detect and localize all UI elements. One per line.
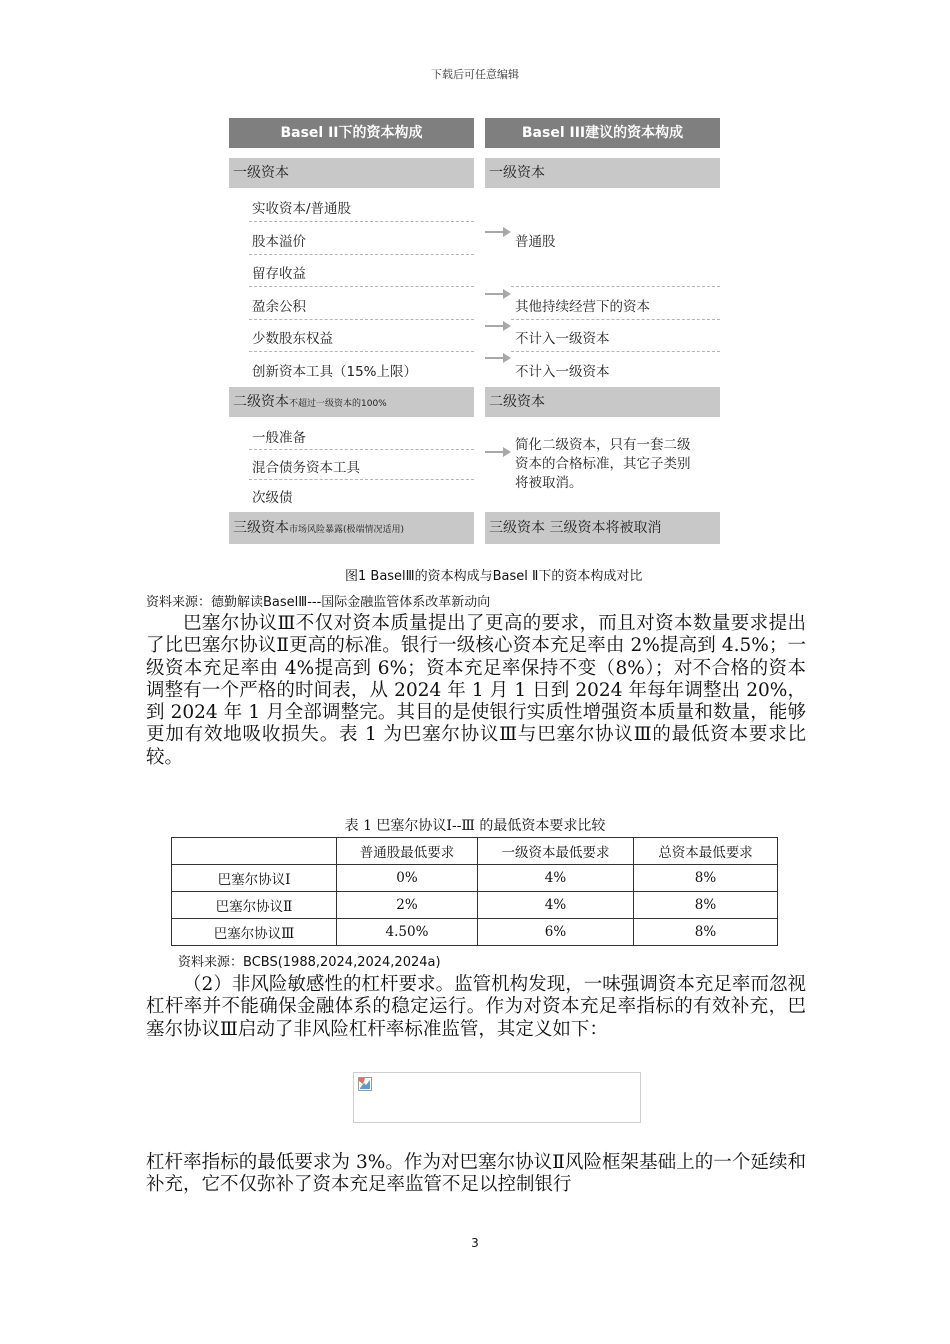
basel3-tier2-note	[515, 436, 691, 493]
divider	[249, 479, 474, 480]
basel3-tier2-line: 将被取消。	[515, 475, 583, 491]
basel3-tier1-item: 不计入一级资本	[515, 364, 610, 380]
divider	[249, 351, 474, 352]
basel3-tier3-header: 三级资本 三级资本将被取消	[485, 512, 720, 544]
table-cell: 巴塞尔协议Ⅰ	[172, 865, 337, 892]
divider	[249, 319, 474, 320]
arrow-right-icon	[485, 446, 511, 458]
basel3-tier1-item: 普通股	[515, 234, 556, 250]
table-cell: 8%	[634, 892, 778, 919]
table-cell: 8%	[634, 865, 778, 892]
table-header-row	[172, 838, 778, 865]
basel2-tier1-item: 股本溢价	[252, 234, 306, 250]
table-cell: 4%	[478, 892, 634, 919]
body-paragraph: （2）非风险敏感性的杠杆要求。监管机构发现，一味强调资本充足率而忽视杠杆率并不能确保金融体系的稳定运行。作为对资本充足率指标的有效补充，巴塞尔协议Ⅲ启动了非风险杠杆率标准监管，其定义如下：	[146, 974, 806, 1040]
arrow-right-icon	[485, 320, 511, 332]
capital-structure-figure	[229, 116, 720, 546]
tier2-note: 不超过一级资本的100%	[289, 399, 387, 409]
divider	[249, 449, 474, 450]
basel3-tier1-header: 一级资本	[485, 158, 720, 188]
basel2-column-title: Basel II下的资本构成	[229, 118, 474, 148]
basel2-tier3-header	[229, 512, 474, 544]
basel2-tier1-header: 一级资本	[229, 158, 474, 188]
table-cell: 8%	[634, 919, 778, 946]
basel3-tier2-line: 资本的合格标准，其它子类别	[515, 456, 691, 472]
basel2-tier2-header	[229, 387, 474, 417]
basel3-tier1-item: 不计入一级资本	[515, 331, 610, 347]
figure-caption: 图1 BaselⅢ的资本构成与Basel Ⅱ下的资本构成对比	[345, 569, 643, 584]
divider	[511, 351, 720, 352]
tier3-label: 三级资本	[233, 520, 289, 536]
basel2-tier1-item: 盈余公积	[252, 299, 306, 315]
divider	[511, 319, 720, 320]
divider	[249, 254, 474, 255]
divider	[249, 221, 474, 222]
arrow-right-icon	[485, 226, 511, 238]
capital-requirements-table	[171, 837, 778, 946]
basel2-tier2-item: 次级债	[252, 490, 293, 506]
formula-image-placeholder	[353, 1072, 641, 1123]
divider	[249, 286, 474, 287]
basel3-tier2-header: 二级资本	[485, 387, 720, 417]
body-paragraph: 巴塞尔协议Ⅲ不仅对资本质量提出了更高的要求，而且对资本数量要求提出了比巴塞尔协议Ⅱ更高的标准。银行一级核心资本充足率由 2%提高到 4.5%；一级资本充足率由 4%提高到 6%；资本充足率保持不变（8%）；对不合格的资本调整有一个严格的时间表，从 2024 年 1 月 1 日到 2024 年每年调整出 20%，到 2024 年 1 月全部调整完。其目的是使银行实质性增强资本质量和数量，能够更加有效地吸收损失。表 1 为巴塞尔协议Ⅲ与巴塞尔协议Ⅲ的最低资本要求比较。	[146, 613, 806, 768]
tier3-note: 市场风险暴露(极端情况适用)	[289, 525, 405, 535]
figure-source: 资料来源：德勤解读BaselⅢ---国际金融监管体系改革新动向	[146, 595, 491, 610]
basel2-tier2-item: 混合债务资本工具	[252, 460, 360, 476]
table-header-cell: 总资本最低要求	[634, 838, 778, 865]
table-cell: 6%	[478, 919, 634, 946]
table-cell: 4%	[478, 865, 634, 892]
table-row	[172, 919, 778, 946]
basel2-tier1-item: 实收资本/普通股	[252, 201, 352, 217]
page-number: 3	[471, 1236, 479, 1250]
arrow-right-icon	[485, 288, 511, 300]
table-cell: 巴塞尔协议Ⅱ	[172, 892, 337, 919]
basel2-tier1-item: 少数股东权益	[252, 331, 333, 347]
tier2-label: 二级资本	[233, 394, 289, 410]
table-cell: 2%	[337, 892, 478, 919]
broken-image-icon	[358, 1077, 372, 1091]
table-source: 资料来源：BCBS(1988,2024,2024,2024a)	[178, 955, 441, 970]
basel2-tier1-item: 创新资本工具（15%上限）	[252, 364, 418, 380]
body-paragraph: 杠杆率指标的最低要求为 3%。作为对巴塞尔协议Ⅱ风险框架基础上的一个延续和补充，它不仅弥补了资本充足率监管不足以控制银行	[146, 1152, 806, 1196]
table-row	[172, 865, 778, 892]
basel3-tier1-item: 其他持续经营下的资本	[515, 299, 650, 315]
table-header-cell: 一级资本最低要求	[478, 838, 634, 865]
divider	[511, 286, 720, 287]
basel2-tier2-item: 一般准备	[252, 430, 306, 446]
table-cell: 巴塞尔协议Ⅲ	[172, 919, 337, 946]
table-cell: 0%	[337, 865, 478, 892]
table-header-cell: 普通股最低要求	[337, 838, 478, 865]
basel2-tier1-item: 留存收益	[252, 266, 306, 282]
page-header: 下载后可任意编辑	[431, 68, 519, 81]
basel3-column-title: Basel III建议的资本构成	[485, 118, 720, 148]
table-caption: 表 1 巴塞尔协议Ⅰ--Ⅲ 的最低资本要求比较	[344, 818, 606, 834]
arrow-right-icon	[485, 352, 511, 364]
table-header-cell	[172, 838, 337, 865]
table-row	[172, 892, 778, 919]
basel3-tier2-line: 简化二级资本，只有一套二级	[515, 437, 691, 453]
table-cell: 4.50%	[337, 919, 478, 946]
